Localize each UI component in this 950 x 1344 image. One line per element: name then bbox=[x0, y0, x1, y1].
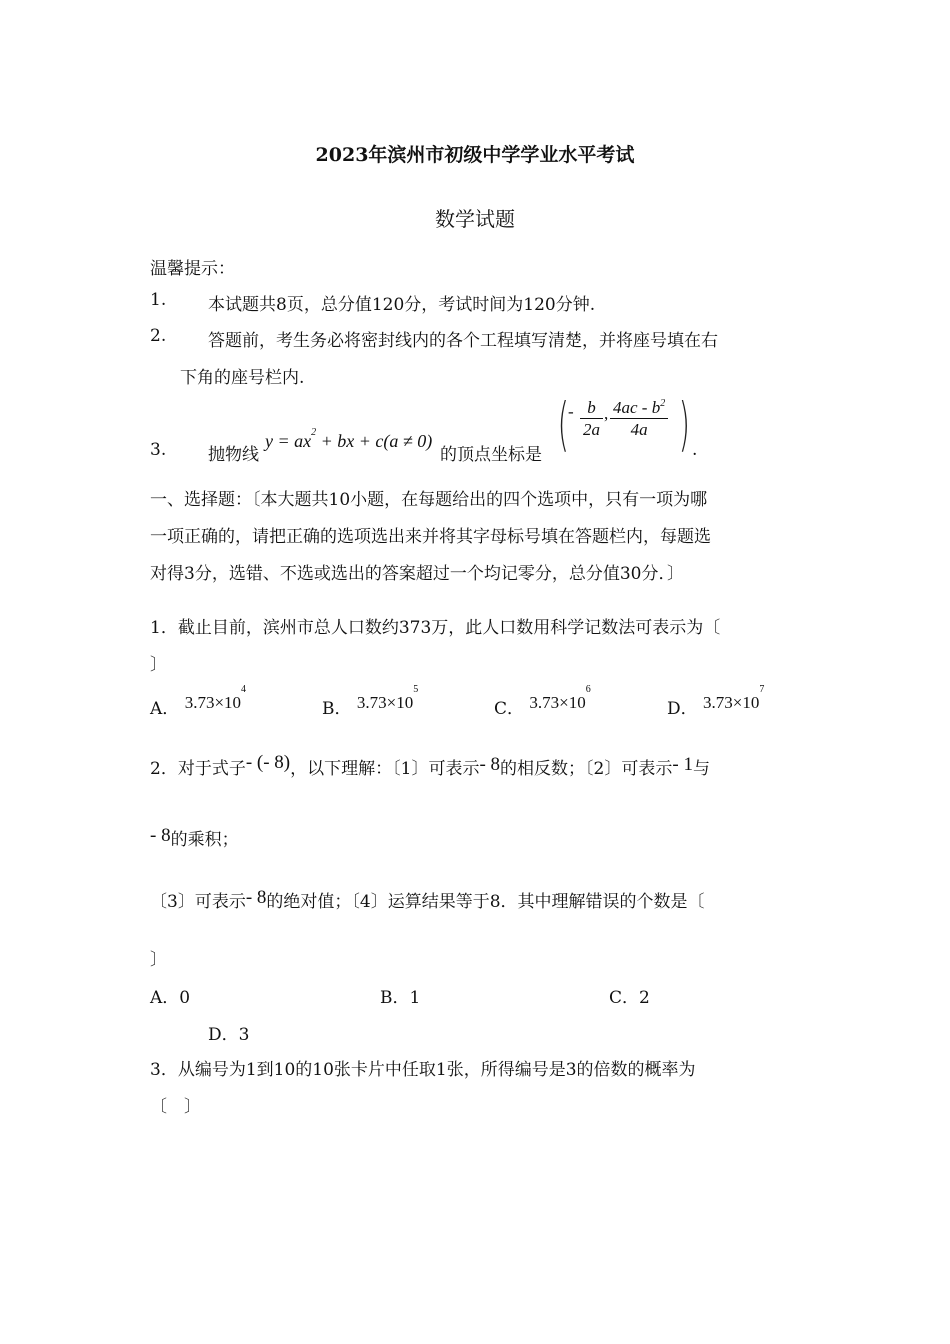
option-label: B． bbox=[322, 699, 352, 719]
section-1-line-2: 一项正确的，请把正确的选项选出来并将其字母标号填在答题栏内，每题选 bbox=[150, 527, 711, 547]
fraction-4ac-b2-over-4a bbox=[610, 398, 668, 441]
question-1-option-a bbox=[150, 684, 247, 719]
math-neg-1: - 1 bbox=[672, 754, 693, 775]
tips-heading: 温馨提示： bbox=[150, 259, 235, 279]
option-label: A． bbox=[150, 699, 180, 719]
section-1-line-1: 一、选择题：〔本大题共10小题，在每题给出的四个选项中，只有一项为哪 bbox=[150, 490, 708, 510]
negative-sign: - bbox=[568, 402, 574, 421]
question-2-stem-2: - 8的乘积； bbox=[150, 825, 239, 850]
question-1-option-d bbox=[667, 684, 765, 719]
question-2-stem-3: 〔3〕可表示- 8的绝对值；〔4〕运算结果等于8．其中理解错误的个数是〔 bbox=[150, 887, 705, 912]
tip-number: 2. bbox=[150, 326, 167, 346]
tip-2-continued: 下角的座号栏内. bbox=[180, 368, 305, 388]
question-2-stem-end: 〕 bbox=[150, 950, 167, 970]
math-neg-8: - 8 bbox=[245, 887, 267, 908]
tip-1 bbox=[150, 290, 596, 315]
option-label: C． bbox=[494, 699, 525, 719]
expression: - (- 8) bbox=[245, 752, 291, 773]
numerator: $4ac - b^2$ bbox=[610, 398, 668, 419]
tip-text: 答题前，考生务必将密封线内的各个工程填写清楚，并将座号填在右 bbox=[208, 331, 718, 351]
tip-3-end: . bbox=[692, 440, 698, 460]
parabola-formula: $y = ax^2$ + bx + c(a ≠ 0) bbox=[265, 427, 433, 451]
option-value: $3.73\times 10^6$ bbox=[529, 684, 591, 712]
question-1-stem: 1．截止目前，滨州市总人口数约373万，此人口数用科学记数法可表示为〔 bbox=[150, 618, 721, 638]
section-1-line-3: 对得3分，选错、不选或选出的答案超过一个均记零分，总分值30分．〕 bbox=[150, 564, 684, 584]
question-2-option-d: D．3 bbox=[208, 1025, 250, 1045]
subject-title: 数学试题 bbox=[435, 207, 515, 231]
option-value: $3.73\times 10^4$ bbox=[184, 684, 247, 712]
tip-number: 3. bbox=[150, 440, 167, 460]
math-neg-8: - 8 bbox=[479, 754, 501, 775]
question-3-stem-end: 〔 〕 bbox=[150, 1097, 201, 1117]
question-3-stem: 3．从编号为1到10的10张卡片中任取1张，所得编号是3的倍数的概率为 bbox=[150, 1060, 696, 1080]
tip-text: 本试题共8页，总分值120分，考试时间为120分钟. bbox=[208, 295, 596, 315]
question-2-option-a: A．0 bbox=[150, 988, 191, 1008]
question-1-option-c bbox=[494, 684, 591, 719]
tip-text: 抛物线 bbox=[208, 445, 259, 465]
question-2-option-c: C．2 bbox=[609, 988, 650, 1008]
option-value: $3.73\times 10^7$ bbox=[703, 684, 765, 712]
fraction-b-over-2a bbox=[580, 398, 603, 441]
denominator: 4a bbox=[630, 420, 648, 439]
question-2-option-b: B．1 bbox=[380, 988, 421, 1008]
numerator: b bbox=[580, 398, 603, 419]
math-neg-8: - 8 bbox=[150, 825, 171, 846]
tip-3-mid: 的顶点坐标是 bbox=[440, 445, 542, 465]
option-value: $3.73\times 10^5$ bbox=[356, 684, 419, 712]
vertex-formula: ( - $\frac{b}{2a}$ , $\frac{4ac - b^2}{4a}$ ) bbox=[557, 390, 690, 458]
denominator: 2a bbox=[583, 420, 600, 439]
question-1-stem-end: 〕 bbox=[150, 655, 167, 675]
exam-title: 2023年滨州市初级中学学业水平考试 bbox=[315, 144, 635, 166]
question-1-option-b bbox=[322, 684, 419, 719]
option-label: D． bbox=[667, 699, 698, 719]
tip-2 bbox=[150, 326, 718, 351]
tip-number: 1. bbox=[150, 290, 167, 310]
tip-3 bbox=[150, 440, 259, 465]
question-2-stem: 2．对于式子- (- 8)，以下理解：〔1〕可表示- 8的相反数；〔2〕可表示- 1与 bbox=[150, 752, 710, 779]
